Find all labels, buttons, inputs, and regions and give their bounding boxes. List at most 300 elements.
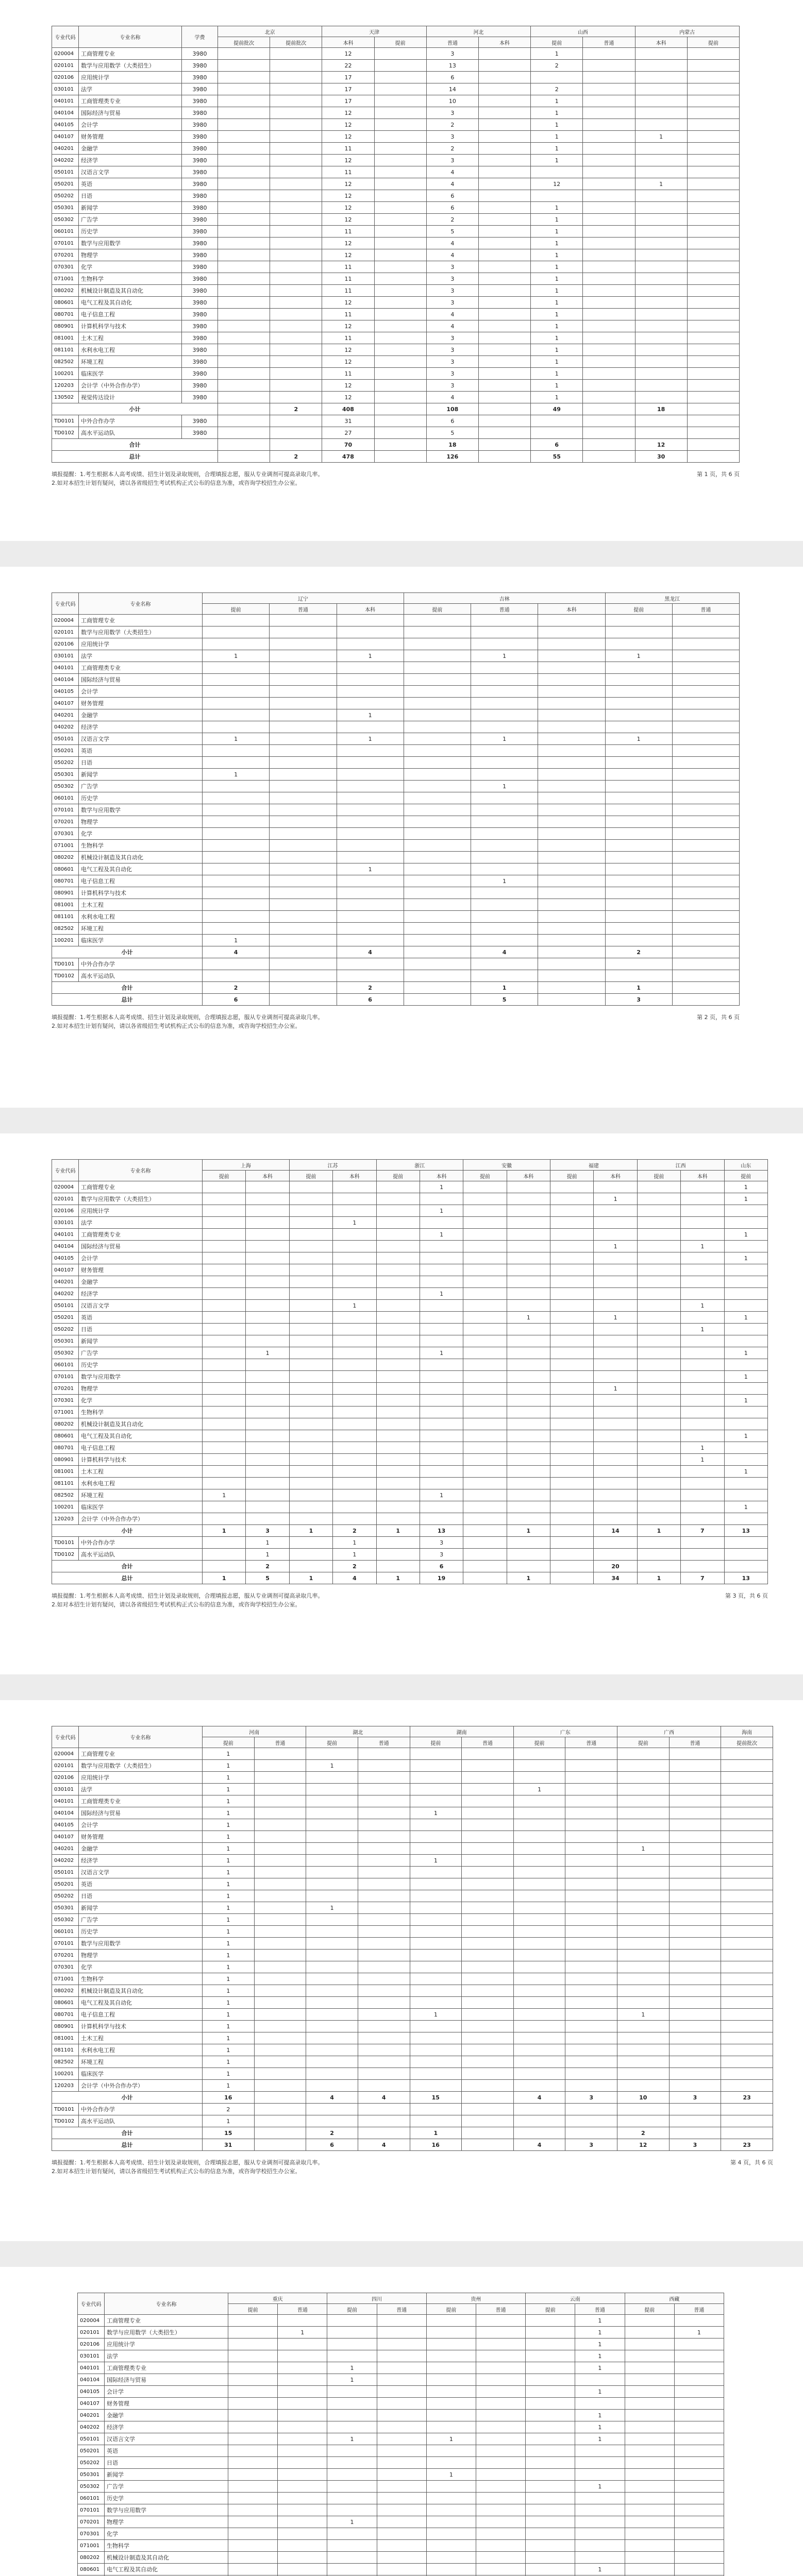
quota-cell: [377, 2469, 426, 2481]
major-name: 临床医学: [79, 368, 182, 380]
header-row-regions: [52, 1726, 773, 1737]
quota-cell: 2: [337, 982, 404, 994]
quota-cell: [687, 226, 739, 238]
batch-header: 本科: [333, 1171, 376, 1181]
quota-cell: [617, 2056, 670, 2068]
quota-cell: [333, 1205, 376, 1217]
quota-cell: 3: [426, 261, 478, 273]
quota-cell: [583, 155, 635, 166]
quota-cell: [687, 72, 739, 83]
quota-cell: [635, 309, 687, 320]
quota-cell: [478, 451, 530, 463]
batch-header: 普通: [278, 2304, 327, 2315]
quota-cell: [278, 2504, 327, 2516]
quota-cell: [507, 1205, 550, 1217]
quota-cell: [270, 166, 322, 178]
major-name: 物理学: [105, 2516, 228, 2528]
major-name: 财务管理: [105, 2398, 228, 2410]
major-name: 视觉传达设计: [79, 392, 182, 403]
quota-cell: [565, 1938, 617, 1950]
major-name: 历史学: [79, 1359, 203, 1371]
quota-cell: 11: [322, 273, 374, 285]
quota-cell: [218, 332, 270, 344]
region-header: 广东: [513, 1726, 617, 1737]
quota-cell: [625, 2362, 674, 2374]
major-code: 080202: [52, 1985, 79, 1997]
quota-cell: 1: [203, 1525, 246, 1537]
quota-cell: [404, 615, 471, 626]
quota-cell: [337, 875, 404, 887]
quota-cell: 1: [724, 1181, 768, 1193]
major-code: 080601: [52, 297, 79, 309]
quota-cell: [218, 83, 270, 95]
quota-cell: [538, 698, 605, 709]
quota-cell: [254, 1807, 306, 1819]
batch-header: 普通: [476, 2304, 525, 2315]
quota-cell: [218, 285, 270, 297]
tuition-cell: 3980: [182, 178, 218, 190]
quota-cell: [507, 1466, 550, 1478]
quota-cell: [565, 1961, 617, 1973]
quota-cell: 4: [426, 238, 478, 249]
quota-cell: [462, 1938, 514, 1950]
quota-cell: [672, 662, 739, 674]
quota-cell: [462, 2092, 514, 2104]
quota-cell: [681, 1406, 724, 1418]
table-row: [52, 792, 740, 804]
quota-cell: 7: [681, 1525, 724, 1537]
table-row: [52, 828, 740, 840]
quota-cell: [278, 2493, 327, 2504]
quota-cell: [583, 261, 635, 273]
table-row: [52, 226, 740, 238]
quota-cell: [289, 1193, 332, 1205]
quota-cell: 1: [724, 1347, 768, 1359]
table-row: [78, 2469, 724, 2481]
batch-header: 提前: [526, 2304, 575, 2315]
major-name: 工商管理专业: [79, 48, 182, 60]
quota-cell: [203, 1324, 246, 1335]
quota-cell: [426, 2481, 476, 2493]
quota-cell: 1: [531, 95, 583, 107]
quota-cell: [462, 2115, 514, 2127]
quota-cell: 11: [322, 226, 374, 238]
quota-cell: [358, 1795, 410, 1807]
quota-cell: [583, 380, 635, 392]
region-header: 河北: [426, 26, 530, 37]
quota-cell: [669, 2127, 721, 2139]
row-label: 小计: [52, 946, 203, 958]
quota-cell: 3: [420, 1537, 463, 1549]
quota-cell: [203, 626, 270, 638]
major-name: 日语: [79, 1890, 203, 1902]
major-code: 050201: [52, 745, 79, 757]
major-code: 100201: [52, 935, 79, 946]
table-row: [52, 1501, 768, 1513]
batch-header: 普通: [583, 37, 635, 48]
quota-cell: [270, 60, 322, 72]
quota-cell: [404, 769, 471, 781]
quota-cell: [605, 769, 672, 781]
quota-cell: [538, 638, 605, 650]
quota-cell: [669, 1938, 721, 1950]
major-name: 广告学: [79, 1914, 203, 1926]
quota-cell: 3: [426, 380, 478, 392]
quota-cell: 1: [376, 1572, 420, 1584]
major-name: 土木工程: [79, 899, 203, 911]
quota-cell: 1: [605, 982, 672, 994]
quota-cell: [565, 1950, 617, 1961]
major-code: 040101: [52, 662, 79, 674]
table-row: [52, 816, 740, 828]
quota-cell: 2: [203, 982, 270, 994]
quota-cell: 1: [724, 1229, 768, 1241]
quota-cell: [377, 2338, 426, 2350]
quota-cell: [478, 415, 530, 427]
row-label: 合计: [52, 2127, 203, 2139]
quota-cell: [426, 2552, 476, 2564]
quota-cell: [462, 1985, 514, 1997]
quota-cell: [476, 2374, 525, 2386]
major-code: 070201: [78, 2516, 105, 2528]
quota-cell: 1: [531, 238, 583, 249]
quota-cell: [605, 615, 672, 626]
quota-cell: [674, 2481, 724, 2493]
quota-cell: [254, 2068, 306, 2080]
quota-cell: 3: [426, 344, 478, 356]
region-header: 广西: [617, 1726, 721, 1737]
quota-cell: [681, 1181, 724, 1193]
quota-cell: [674, 2315, 724, 2327]
quota-cell: 1: [531, 392, 583, 403]
quota-cell: [278, 2374, 327, 2386]
quota-cell: [538, 994, 605, 1006]
quota-cell: 70: [322, 439, 374, 451]
quota-cell: 17: [322, 83, 374, 95]
major-name: 会计学（中外合作办学）: [79, 2080, 203, 2092]
quota-cell: [228, 2410, 278, 2421]
quota-cell: [605, 958, 672, 970]
quota-cell: [637, 1264, 680, 1276]
quota-cell: [471, 958, 538, 970]
quota-cell: [724, 1241, 768, 1252]
quota-cell: [476, 2327, 525, 2338]
quota-cell: [669, 1902, 721, 1914]
quota-cell: [377, 2552, 426, 2564]
quota-cell: [565, 1795, 617, 1807]
major-name: 汉语言文学: [79, 166, 182, 178]
quota-cell: [669, 1748, 721, 1760]
quota-cell: [625, 2516, 674, 2528]
quota-cell: [681, 1347, 724, 1359]
quota-cell: [270, 626, 337, 638]
quota-cell: 12: [322, 297, 374, 309]
major-code: 050101: [52, 733, 79, 745]
table-row: [52, 1383, 768, 1395]
quota-cell: 30: [635, 451, 687, 463]
quota-cell: [203, 1442, 246, 1454]
quota-cell: [203, 1549, 246, 1561]
quota-cell: [583, 392, 635, 403]
quota-cell: [478, 190, 530, 202]
quota-cell: [478, 392, 530, 403]
quota-cell: 12: [322, 119, 374, 131]
quota-cell: [270, 769, 337, 781]
table-row: [52, 297, 740, 309]
table-row: [52, 1300, 768, 1312]
quota-cell: [410, 1831, 462, 1843]
batch-header: 普通: [672, 604, 739, 615]
major-code: 020004: [52, 48, 79, 60]
major-code: 020101: [52, 626, 79, 638]
table-row: [52, 332, 740, 344]
quota-cell: [575, 2504, 625, 2516]
quota-cell: [625, 2433, 674, 2445]
major-code: 120203: [52, 2080, 79, 2092]
table-row: [52, 615, 740, 626]
quota-cell: [203, 1252, 246, 1264]
quota-cell: [203, 1359, 246, 1371]
quota-cell: [377, 2421, 426, 2433]
quota-cell: 11: [322, 285, 374, 297]
major-code: 100201: [52, 1501, 79, 1513]
quota-cell: 1: [203, 1985, 255, 1997]
quota-cell: [681, 1264, 724, 1276]
quota-cell: [420, 1324, 463, 1335]
quota-cell: [358, 1902, 410, 1914]
major-name: 日语: [105, 2457, 228, 2469]
quota-cell: [404, 935, 471, 946]
major-code: 082502: [52, 923, 79, 935]
table-row: [52, 1478, 768, 1489]
quota-cell: [513, 1843, 565, 1855]
tuition-cell: 3980: [182, 155, 218, 166]
quota-cell: [376, 1371, 420, 1383]
quota-cell: [538, 828, 605, 840]
table-row: [52, 2080, 773, 2092]
quota-cell: [278, 2350, 327, 2362]
batch-header: 本科: [478, 37, 530, 48]
quota-cell: 1: [410, 2127, 462, 2139]
quota-cell: [507, 1288, 550, 1300]
region-header: 河南: [203, 1726, 306, 1737]
table-row: [52, 1926, 773, 1938]
quota-cell: [687, 356, 739, 368]
quota-cell: [526, 2362, 575, 2374]
quota-cell: [289, 1252, 332, 1264]
major-code: 080202: [78, 2552, 105, 2564]
table-row: [78, 2362, 724, 2374]
table-row: [52, 733, 740, 745]
quota-cell: [507, 1561, 550, 1572]
major-name: 土木工程: [79, 2032, 203, 2044]
quota-cell: [550, 1217, 594, 1229]
tuition-cell: 3980: [182, 320, 218, 332]
quota-cell: [721, 1843, 773, 1855]
quota-cell: [270, 415, 322, 427]
quota-cell: [669, 1831, 721, 1843]
quota-cell: [583, 344, 635, 356]
quota-cell: [526, 2469, 575, 2481]
batch-header: 提前: [513, 1737, 565, 1748]
quota-cell: 1: [337, 863, 404, 875]
quota-cell: [278, 2315, 327, 2327]
quota-cell: [635, 380, 687, 392]
quota-cell: [724, 1383, 768, 1395]
table-row: [52, 1193, 768, 1205]
quota-cell: [538, 852, 605, 863]
quota-cell: [463, 1442, 507, 1454]
table-row: [52, 285, 740, 297]
quota-cell: [724, 1406, 768, 1418]
major-code: 050301: [52, 769, 79, 781]
major-name: 高水平运动队: [79, 1549, 203, 1561]
quota-cell: [565, 1843, 617, 1855]
quota-cell: [625, 2410, 674, 2421]
quota-cell: [583, 72, 635, 83]
quota-cell: 2: [531, 83, 583, 95]
quota-cell: [672, 852, 739, 863]
quota-cell: [218, 309, 270, 320]
quota-cell: [617, 2044, 670, 2056]
quota-cell: [254, 1997, 306, 2009]
quota-cell: [476, 2445, 525, 2457]
quota-cell: [404, 911, 471, 923]
major-name: 应用统计学: [79, 1205, 203, 1217]
quota-cell: [420, 1300, 463, 1312]
major-code: 030101: [52, 1784, 79, 1795]
quota-cell: [526, 2315, 575, 2327]
quota-cell: [605, 828, 672, 840]
quota-cell: [337, 792, 404, 804]
quota-cell: [724, 1264, 768, 1276]
table-row: [52, 48, 740, 60]
quota-cell: [478, 60, 530, 72]
quota-cell: 1: [203, 1902, 255, 1914]
quota-cell: [672, 615, 739, 626]
major-name: 机械设计制造及其自动化: [79, 1418, 203, 1430]
quota-cell: [203, 1418, 246, 1430]
quota-cell: [358, 1772, 410, 1784]
quota-cell: 1: [471, 982, 538, 994]
major-code: 070101: [52, 1938, 79, 1950]
major-name: 汉语言文学: [79, 1867, 203, 1878]
quota-cell: [550, 1252, 594, 1264]
major-name: 数学与应用数学: [79, 1371, 203, 1383]
quota-cell: [724, 1335, 768, 1347]
quota-cell: 1: [420, 1288, 463, 1300]
quota-cell: [476, 2504, 525, 2516]
major-name: 汉语言文学: [79, 733, 203, 745]
quota-cell: [637, 1395, 680, 1406]
quota-cell: [270, 792, 337, 804]
quota-cell: [327, 2327, 377, 2338]
quota-cell: [246, 1288, 289, 1300]
quota-cell: [672, 958, 739, 970]
quota-cell: 1: [531, 143, 583, 155]
major-code: 050101: [52, 1300, 79, 1312]
major-code: 020106: [52, 1772, 79, 1784]
quota-cell: [410, 2068, 462, 2080]
major-name: 电子信息工程: [79, 875, 203, 887]
quota-cell: [374, 427, 426, 439]
quota-cell: [721, 1748, 773, 1760]
quota-cell: [203, 863, 270, 875]
footnote-line: 填报提醒：1.考生根据本人高考成绩、招生计划及录取规则，合理填报志愿，服从专业调剂可提高录取几率。: [52, 2159, 324, 2166]
major-code: TD0101: [52, 2104, 79, 2115]
footnotes: [52, 470, 740, 487]
quota-cell: 1: [289, 1572, 332, 1584]
combined-row: [52, 982, 740, 994]
major-name: 高水平运动队: [79, 427, 182, 439]
region-header: 西藏: [625, 2293, 724, 2304]
quota-cell: [426, 2504, 476, 2516]
quota-cell: 1: [575, 2338, 625, 2350]
major-name: 汉语言文学: [79, 1300, 203, 1312]
quota-cell: 1: [681, 1442, 724, 1454]
table-row: [52, 60, 740, 72]
major-name: 中外合作办学: [79, 415, 182, 427]
quota-cell: [358, 1784, 410, 1795]
quota-cell: [203, 958, 270, 970]
quota-cell: [526, 2457, 575, 2469]
tuition-cell: 3980: [182, 368, 218, 380]
quota-cell: [203, 804, 270, 816]
quota-cell: [410, 2044, 462, 2056]
quota-cell: [637, 1217, 680, 1229]
major-code: 020101: [52, 60, 79, 72]
quota-cell: [254, 1914, 306, 1926]
quota-cell: [605, 935, 672, 946]
major-code: 040104: [78, 2374, 105, 2386]
quota-cell: [377, 2516, 426, 2528]
quota-cell: [289, 1513, 332, 1525]
quota-cell: [721, 1950, 773, 1961]
quota-cell: [410, 1950, 462, 1961]
quota-cell: [376, 1418, 420, 1430]
quota-cell: [669, 1843, 721, 1855]
quota-cell: [278, 2398, 327, 2410]
quota-cell: [270, 238, 322, 249]
quota-cell: [358, 2009, 410, 2021]
quota-cell: [565, 1807, 617, 1819]
quota-cell: [333, 1347, 376, 1359]
quota-cell: [420, 1406, 463, 1418]
quota-cell: [228, 2481, 278, 2493]
quota-cell: [410, 1890, 462, 1902]
table-row: [52, 356, 740, 368]
quota-cell: [270, 285, 322, 297]
quota-cell: [687, 285, 739, 297]
quota-cell: [333, 1442, 376, 1454]
combined-row: [52, 439, 740, 451]
table-row: [52, 745, 740, 757]
quota-cell: [687, 368, 739, 380]
quota-cell: [327, 2469, 377, 2481]
quota-cell: [538, 674, 605, 686]
quota-cell: [565, 1760, 617, 1772]
quota-cell: [507, 1454, 550, 1466]
major-code: 080202: [52, 1418, 79, 1430]
quota-cell: [420, 1383, 463, 1395]
quota-cell: [550, 1383, 594, 1395]
quota-cell: [674, 2540, 724, 2552]
quota-cell: 1: [531, 261, 583, 273]
quota-cell: [278, 2528, 327, 2540]
table-row: [52, 202, 740, 214]
quota-cell: [669, 1961, 721, 1973]
quota-cell: [218, 439, 270, 451]
